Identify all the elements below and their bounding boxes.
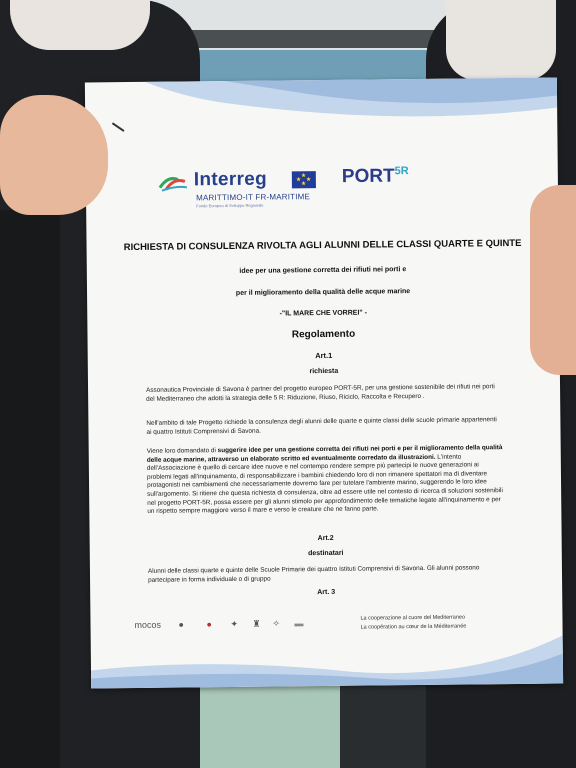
eu-flag-icon: ★ ★ ★ ★: [292, 171, 316, 188]
partner-logo-7: ▬: [294, 618, 304, 629]
subtitle-2: per il miglioramento della qualità delle acque marine: [235, 288, 411, 297]
left-hand: [0, 95, 108, 215]
partner-logo-2: ●: [178, 619, 185, 630]
footer-motto-fr: La coopération au cœur de la Méditerranée: [360, 623, 467, 631]
collar-left: [10, 0, 150, 50]
art1-heading: Art.1: [315, 350, 333, 361]
paragraph-3: [147, 444, 504, 516]
art2-heading: Art.2: [317, 534, 334, 543]
paragraph-2: Nell'ambito di tale Progetto richiede la consulenza degli alunni delle quarte e quinte classi delle scuole primarie appartenenti ai quattro Istituti Comprensivi di Savona.: [146, 416, 497, 436]
motto: -"IL MARE CHE VORREI" -: [279, 309, 368, 318]
partner-logo-mocos-text: mocos: [134, 619, 162, 630]
program-name: MARITTIMO-IT FR-MARITIME: [196, 192, 311, 203]
document-sheet: [85, 78, 563, 689]
partner-logo-4: ✦: [230, 618, 239, 629]
document-title: RICHIESTA DI CONSULENZA RIVOLTA AGLI ALUNNI DELLE CLASSI QUARTE E QUINTE: [123, 237, 522, 254]
footer-motto-it: La cooperazione al cuore del Mediterraneo: [360, 614, 466, 622]
collar-right: [446, 0, 556, 80]
port-5r-logo: [342, 165, 409, 188]
header-logos: [156, 166, 496, 210]
art3-heading: Art. 3: [317, 588, 336, 597]
interreg-swirl-icon: [158, 175, 188, 191]
paragraph-3-rest: L'intento dell'Associazione è quello di cercare idee nuove e nel contempo rendere sempre più partecipi le nuove generazioni ai problemi legati all'inquinamento, di responsabilizzare i bambini chiedendo loro di non rimanere spettatori ma di diventare protagonisti nei cambiamenti che necessariamente dovremo fare per tutelare l'ambiente marino, suggerendo le loro idee sull'argomento. Si ritiene che questa richiesta di consulenza, oltre ad essere utile nel contesto di ricerca di soluzioni sostenibili nel progetto PORT-5R, possa essere per gli alunni stimolo per approfondimento delle tematiche legate all'inquinamento e per un rispetto sempre maggiore verso il mare e verso le creature che ne fanno parte.: [146, 453, 503, 516]
partner-logo-6: ✧: [272, 618, 281, 629]
paragraph-3-bold: suggerire idee per una gestione corretta dei rifiuti nei porti e per il miglioramento della qualità delle acque marine, attraverso un elaborato scritto ed eventualmente corredato da illustrazioni.: [146, 444, 503, 464]
top-wave-decoration: [85, 78, 557, 133]
paragraph-1: Assonautica Provinciale di Savona è partner del progetto europeo PORT-5R, per una gestione sostenibile dei rifiuti nei porti del Mediterraneo che adotti la strategia delle 5 R: Riduzione, Riuso, Riciclo, Raccolta e Recupero .: [146, 383, 495, 403]
port-logo-text: PORT: [341, 165, 395, 188]
paragraph-3-intro: Viene loro domandato di: [146, 447, 218, 455]
subtitle-1: idee per una gestione corretta dei rifiuti nei porti e: [239, 266, 407, 275]
partner-logo-5: ♜: [252, 618, 261, 629]
sleeve-left: [0, 210, 60, 768]
bottom-wave-decoration: [90, 614, 563, 689]
partner-logo-3: ●: [206, 619, 213, 630]
port-logo-suffix: 5R: [394, 165, 409, 178]
fund-name: Fondo Europeo di Sviluppo Regionale: [196, 202, 264, 209]
art2-title: destinatari: [308, 549, 344, 558]
right-hand: [530, 185, 576, 375]
paragraph-4: Alunni delle classi quarte e quinte delle Scuole Primarie dei quattro Istituti Comprensivi di Savona. Gli alunni possono partecipare in forma individuale o di gruppo: [147, 564, 480, 584]
art1-title: richiesta: [309, 367, 339, 376]
regolamento-heading: Regolamento: [291, 328, 356, 341]
interreg-logo-text: Interreg: [193, 168, 268, 191]
